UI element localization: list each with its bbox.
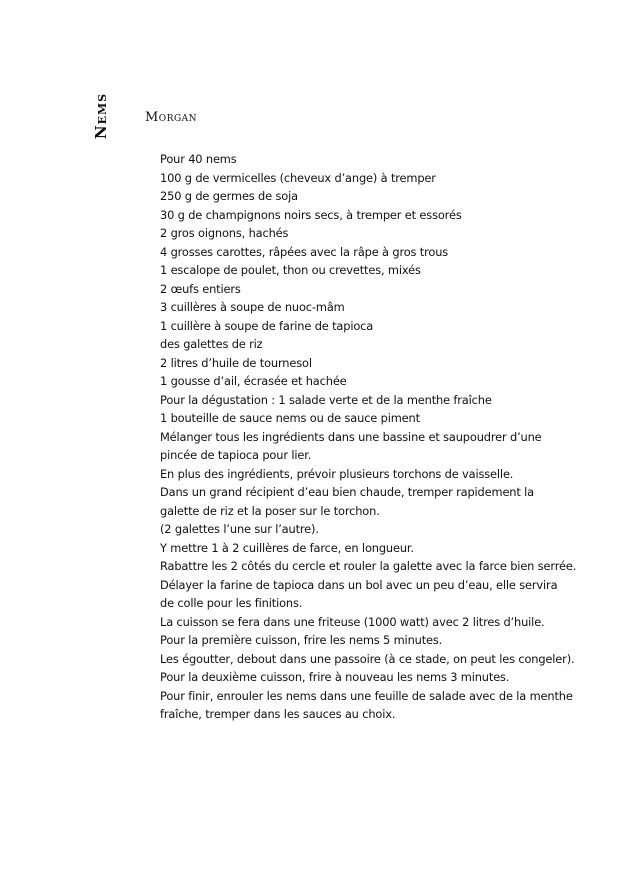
recipe-line: Mélanger tous les ingrédients dans une bassine et saupoudrer d’une	[160, 429, 542, 444]
recipe-line: 1 cuillère à soupe de farine de tapioca	[160, 318, 374, 333]
recipe-body	[160, 150, 600, 724]
recipe-line: 30 g de champignons noirs secs, à tremper et essorés	[160, 207, 462, 222]
recipe-line: Pour la dégustation : 1 salade verte et de la menthe fraîche	[160, 392, 492, 407]
recipe-line: Rabattre les 2 côtés du cercle et rouler la galette avec la farce bien serrée.	[160, 559, 577, 573]
recipe-line: 250 g de germes de soja	[160, 189, 298, 203]
recipe-line: Pour 40 nems	[160, 152, 237, 166]
recipe-line: 1 gousse d’ail, écrasée et hachée	[160, 374, 347, 388]
recipe-line: Délayer la farine de tapioca dans un bol avec un peu d’eau, elle servira	[160, 577, 558, 592]
recipe-line: 2 litres d’huile de tournesol	[160, 355, 312, 370]
recipe-line: 2 gros oignons, hachés	[160, 226, 289, 240]
recipe-line: Y mettre 1 à 2 cuillères de farce, en longueur.	[160, 540, 414, 555]
recipe-line: pincée de tapioca pour lier.	[160, 448, 312, 462]
recipe-line: galette de riz et la poser sur le torchon.	[160, 503, 380, 518]
recipe-line: 2 œufs entiers	[160, 281, 241, 296]
recipe-line: 100 g de vermicelles (cheveux d’ange) à tremper	[160, 170, 436, 185]
recipe-line: Dans un grand récipient d’eau bien chaude, tremper rapidement la	[160, 485, 535, 499]
recipe-line: des galettes de riz	[160, 337, 263, 351]
recipe-line: 1 escalope de poulet, thon ou crevettes, mixés	[160, 263, 421, 277]
recipe-line: 4 grosses carottes, râpées avec la râpe à gros trous	[160, 244, 449, 259]
recipe-title: Nems	[92, 92, 110, 140]
recipe-line: En plus des ingrédients, prévoir plusieurs torchons de vaisselle.	[160, 466, 514, 481]
recipe-line: Pour la première cuisson, frire les nems 5 minutes.	[160, 633, 443, 647]
recipe-author: Morgan	[145, 110, 198, 125]
recipe-line: (2 galettes l’une sur l’autre).	[160, 522, 319, 536]
recipe-line: Pour finir, enrouler les nems dans une feuille de salade avec de la menthe	[160, 688, 573, 703]
recipe-line: de colle pour les finitions.	[160, 596, 303, 610]
recipe-line: fraîche, tremper dans les sauces au choix.	[160, 707, 396, 721]
recipe-line: La cuisson se fera dans une friteuse (1000 watt) avec 2 litres d’huile.	[160, 614, 545, 629]
recipe-line: 1 bouteille de sauce nems ou de sauce piment	[160, 411, 420, 425]
recipe-line: 3 cuillères à soupe de nuoc-mâm	[160, 300, 345, 314]
recipe-title-vertical	[90, 86, 112, 146]
recipe-line: Les égoutter, debout dans une passoire (à ce stade, on peut les congeler).	[160, 651, 575, 666]
recipe-line: Pour la deuxième cuisson, frire à nouveau les nems 3 minutes.	[160, 670, 510, 684]
